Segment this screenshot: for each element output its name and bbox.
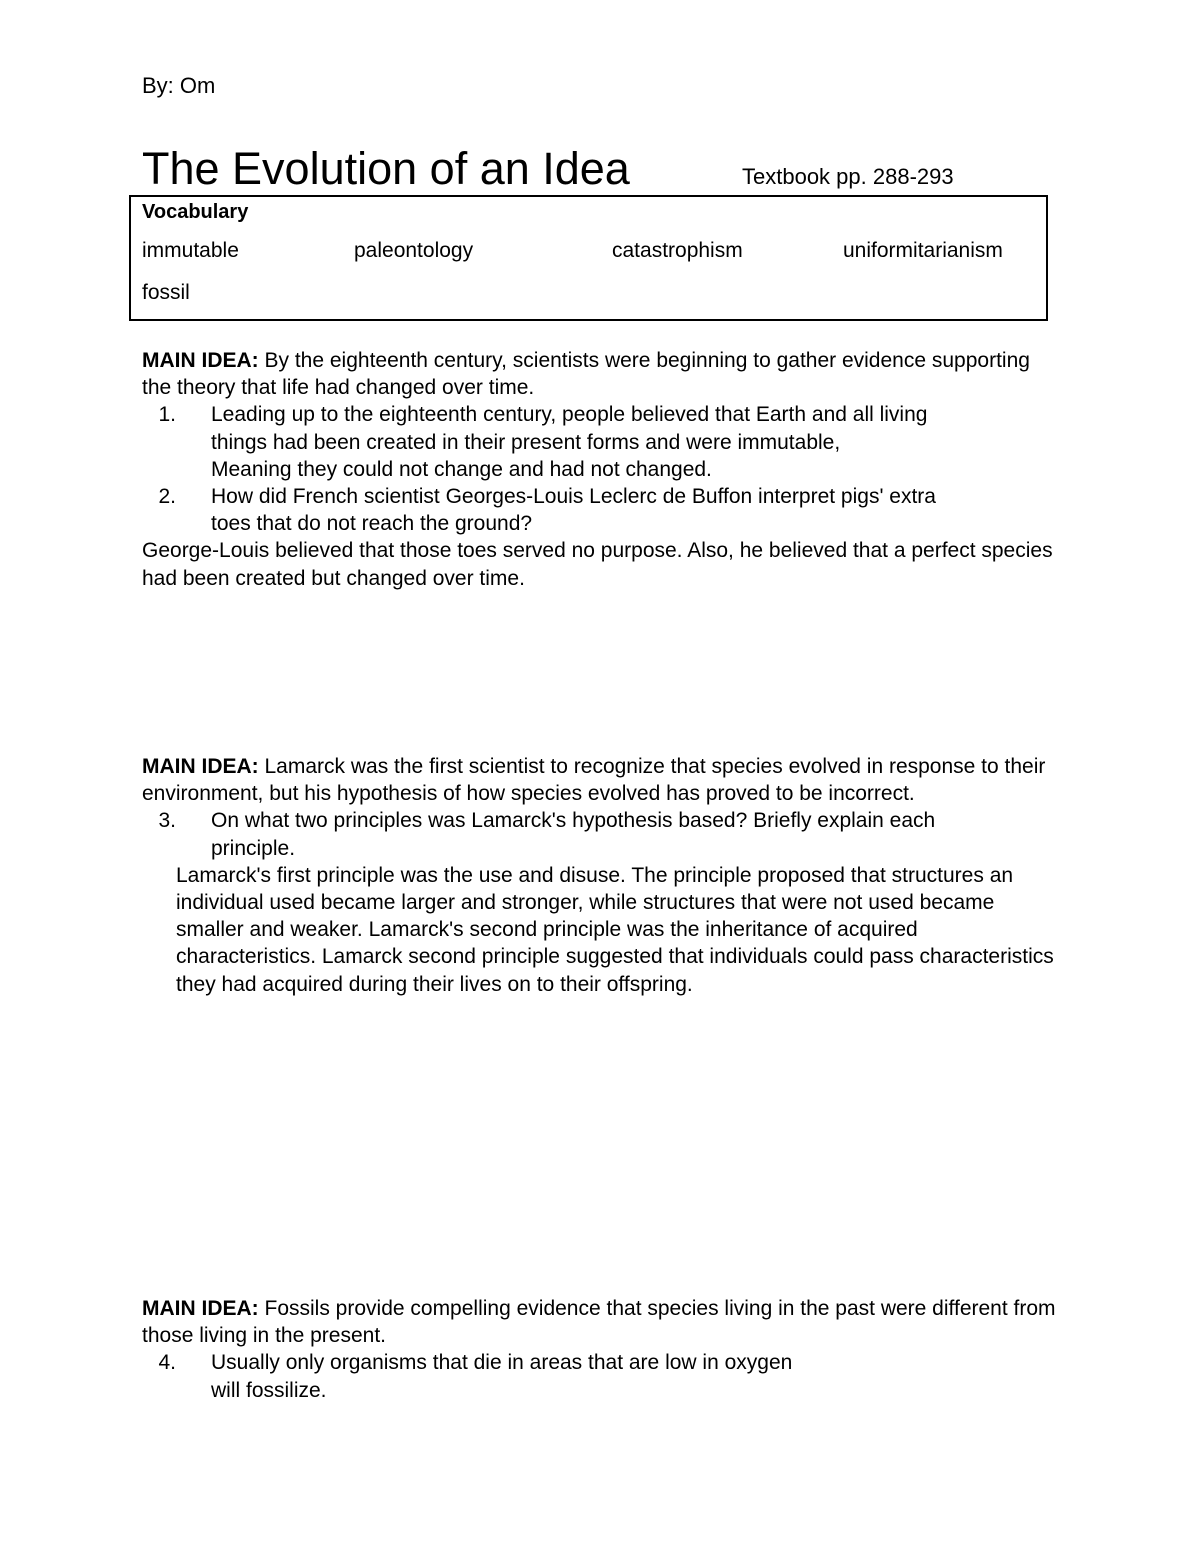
question-line: On what two principles was Lamarck's hypothesis based? Briefly explain each [211,809,936,833]
question-number: 2. [158,485,176,509]
vocab-term-fossil: fossil [142,281,190,304]
question-text [211,807,1062,861]
question-number: 1. [158,403,176,427]
question-item [142,483,1062,537]
question-item [142,1349,1062,1403]
answer-text: George-Louis believed that those toes served no purpose. Also, he believed that a perfect species had been created but changed over time. [142,539,1053,590]
vocab-term-immutable: immutable [142,239,239,262]
main-idea-text: Fossils provide compelling evidence that species living in the past were different from those living in the present. [142,1297,1056,1348]
question-line: things had been created in their present forms and were immutable, [211,430,841,454]
main-idea-label: MAIN IDEA: [142,1297,259,1320]
main-idea-statement [142,1295,1062,1349]
vocab-term-uniformitarianism: uniformitarianism [843,239,1003,262]
author-line: By: Om [142,73,216,98]
main-idea-text: Lamarck was the first scientist to recognize that species evolved in response to their environment, but his hypothesis of how species evolved has proved to be incorrect. [142,755,1046,806]
question-line: Usually only organisms that die in areas that are low in oxygen [211,1351,793,1375]
question-line: Leading up to the eighteenth century, people believed that Earth and all living [211,403,928,427]
main-idea-section-2 [142,753,1062,998]
question-number: 4. [158,1351,176,1375]
main-idea-section-1 [142,347,1062,592]
main-idea-statement [142,347,1062,401]
main-idea-label: MAIN IDEA: [142,755,259,778]
question-line: toes that do not reach the ground? [211,512,533,536]
main-idea-text: By the eighteenth century, scientists were beginning to gather evidence supporting the theory that life had changed over time. [142,349,1030,400]
main-idea-label: MAIN IDEA: [142,349,259,372]
textbook-reference: Textbook pp. 288-293 [742,164,954,189]
question-text [211,401,1062,483]
main-idea-statement [142,753,1062,807]
question-text [211,1349,1062,1403]
question-item [142,401,1062,483]
page-title: The Evolution of an Idea [142,143,630,194]
question-text [211,483,1062,537]
vocabulary-heading: Vocabulary [142,201,249,223]
vocab-term-catastrophism: catastrophism [612,239,743,262]
question-number: 3. [158,809,176,833]
title-row [142,143,1047,195]
vocab-term-paleontology: paleontology [354,239,474,262]
main-idea-section-3 [142,1295,1062,1404]
question-item [142,807,1062,861]
question-line: will fossilize. [211,1378,327,1402]
answer-text: Lamarck's first principle was the use and disuse. The principle proposed that structures an individual used became larger and stronger, while structures that were not used became smaller and weaker. Lamarck's second principle was the inheritance of acquired characteristics. Lamarck second principle suggested that individuals could pass characteristics they had acquired during their lives on to their offspring. [176,863,1054,996]
vocabulary-box [129,195,1048,321]
question-line: Meaning they could not change and had not changed. [211,457,712,481]
question-line: How did French scientist Georges-Louis Leclerc de Buffon interpret pigs' extra [211,485,936,509]
question-line: principle. [211,836,296,860]
